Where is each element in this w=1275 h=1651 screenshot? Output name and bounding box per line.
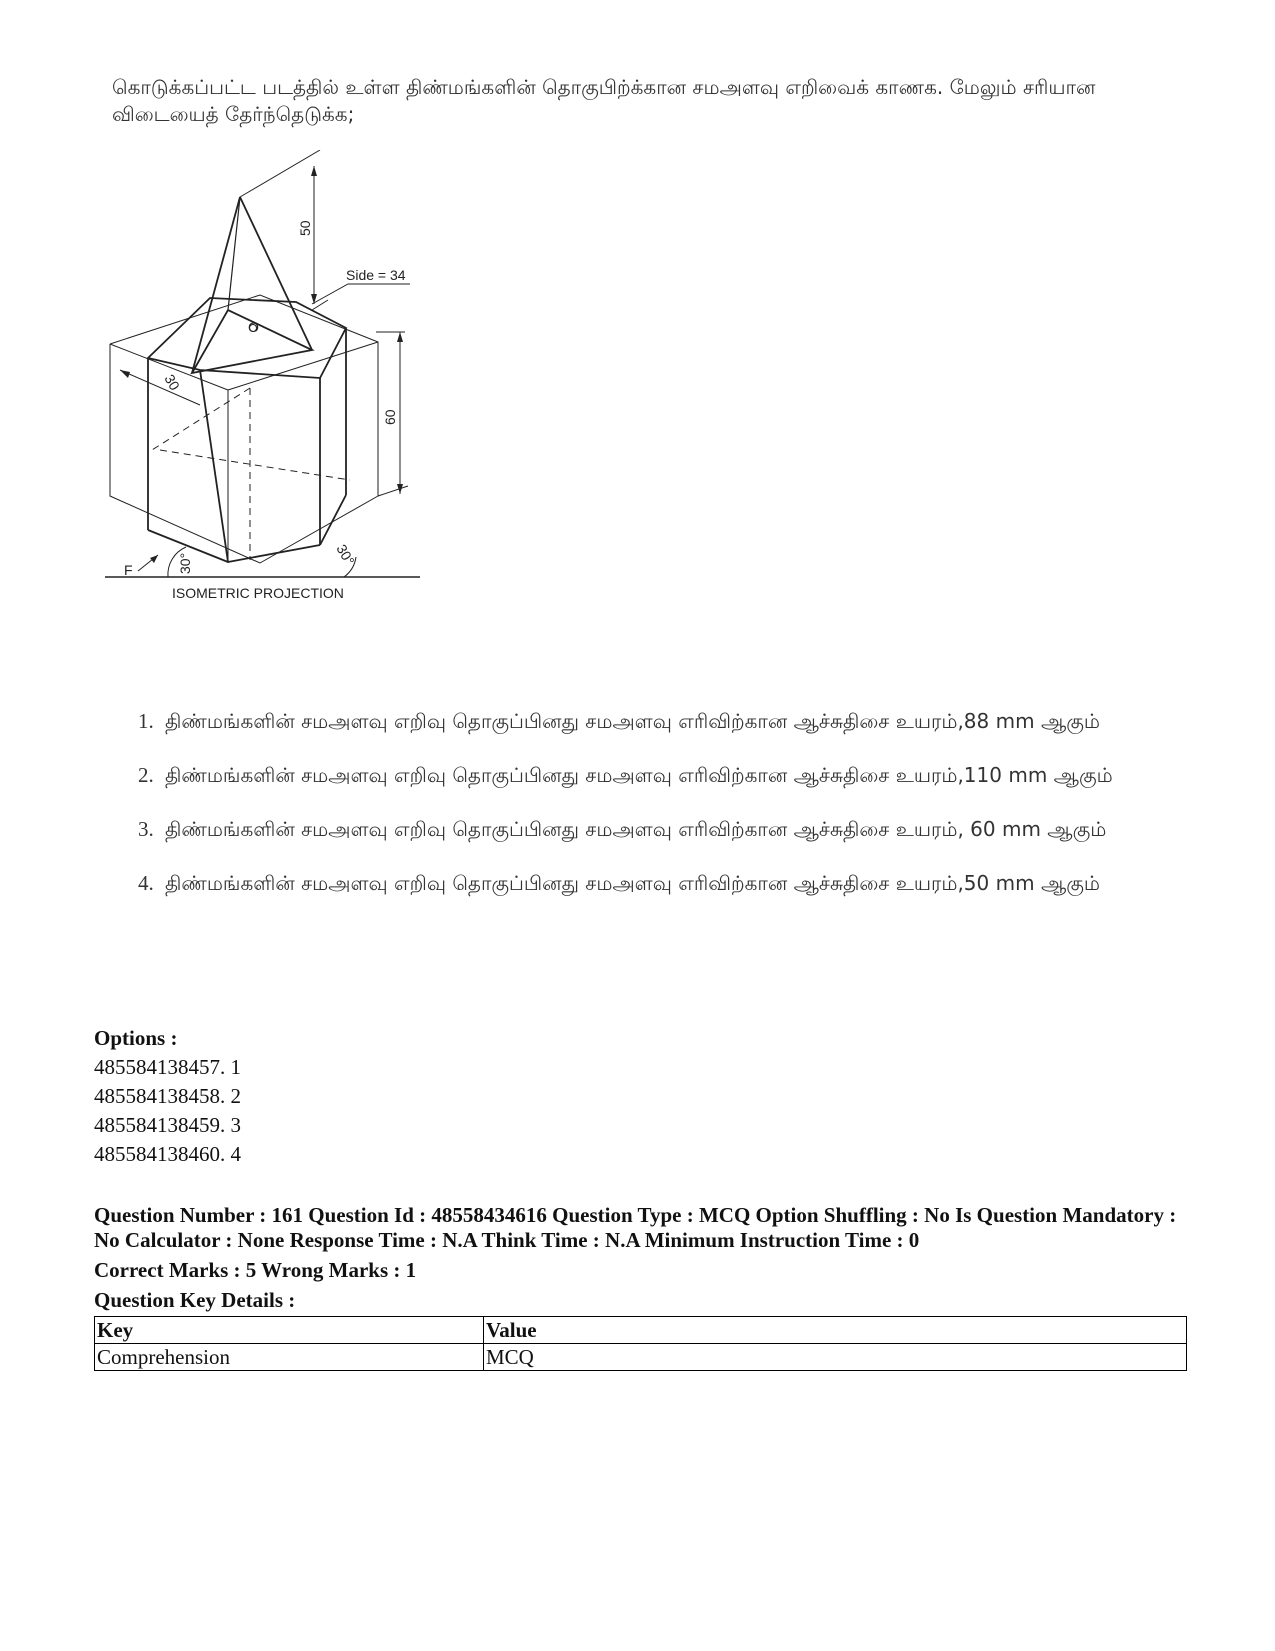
table-row [95,1344,1187,1371]
isometric-drawing [100,150,445,630]
table-header-value: Value [484,1317,1187,1344]
choice-item [138,870,1138,898]
isometric-figure [100,150,445,630]
option-line: 485584138457. 1 [94,1055,241,1079]
question-intro: கொடுக்கப்பட்ட படத்தில் உள்ள திண்மங்களின் தொகுபிற்க்கான சமஅளவு எறிவைக் காணக. மேலும் சரியான விடையைத் தேர்ந்தெடுக்க; [112,75,1096,126]
key-details-header: Question Key Details : [94,1288,296,1312]
table-cell-value: MCQ [484,1344,1187,1371]
choice-item [138,762,1138,790]
angle-left-label: 30° [177,552,193,574]
dim-30-label: 30 [161,371,184,393]
dim-60-label: 60 [382,409,398,425]
dim-50-label: 50 [297,220,313,236]
choice-number: 3. [138,817,154,841]
choice-text: திண்மங்களின் சமஅளவு எறிவு தொகுப்பினது சமஅளவு எரிவிற்கான ஆச்சுதிசை உயரம்,50 mm ஆகும் [165,871,1100,895]
answer-choices [138,708,1138,924]
option-line: 485584138460. 4 [94,1142,241,1166]
question-meta-line: Question Number : 161 Question Id : 48558434616 Question Type : MCQ Option Shuffling : No Is Question Mandatory : No Calculator : None Response Time : N.A Think Time : N.A Minimum Instruction Time : 0 [94,1203,1177,1252]
center-label: O [248,319,259,335]
table-header-key: Key [95,1317,484,1344]
marks-line: Correct Marks : 5 Wrong Marks : 1 [94,1258,417,1282]
choice-text: திண்மங்களின் சமஅளவு எறிவு தொகுப்பினது சமஅளவு எரிவிற்கான ஆச்சுதிசை உயரம்,88 mm ஆகும் [165,709,1100,733]
question-meta [94,1203,1194,1313]
options-header: Options : [94,1026,178,1050]
angle-right-label: 30° [333,541,358,568]
option-line: 485584138458. 2 [94,1084,241,1108]
figure-caption: ISOMETRIC PROJECTION [172,585,344,601]
options-block [94,1024,241,1169]
choice-number: 4. [138,871,154,895]
choice-item [138,708,1138,736]
table-header-row [95,1317,1187,1344]
side-label: Side = 34 [346,267,406,283]
choice-number: 1. [138,709,154,733]
direction-f-label: F [124,562,133,578]
table-cell-key: Comprehension [95,1344,484,1371]
choice-text: திண்மங்களின் சமஅளவு எறிவு தொகுப்பினது சமஅளவு எரிவிற்கான ஆச்சுதிசை உயரம், 60 mm ஆகும் [165,817,1107,841]
choice-text: திண்மங்களின் சமஅளவு எறிவு தொகுப்பினது சமஅளவு எரிவிற்கான ஆச்சுதிசை உயரம்,110 mm ஆகும் [165,763,1113,787]
choice-number: 2. [138,763,154,787]
option-line: 485584138459. 3 [94,1113,241,1137]
choice-item [138,816,1138,844]
question-key-table [94,1316,1187,1371]
